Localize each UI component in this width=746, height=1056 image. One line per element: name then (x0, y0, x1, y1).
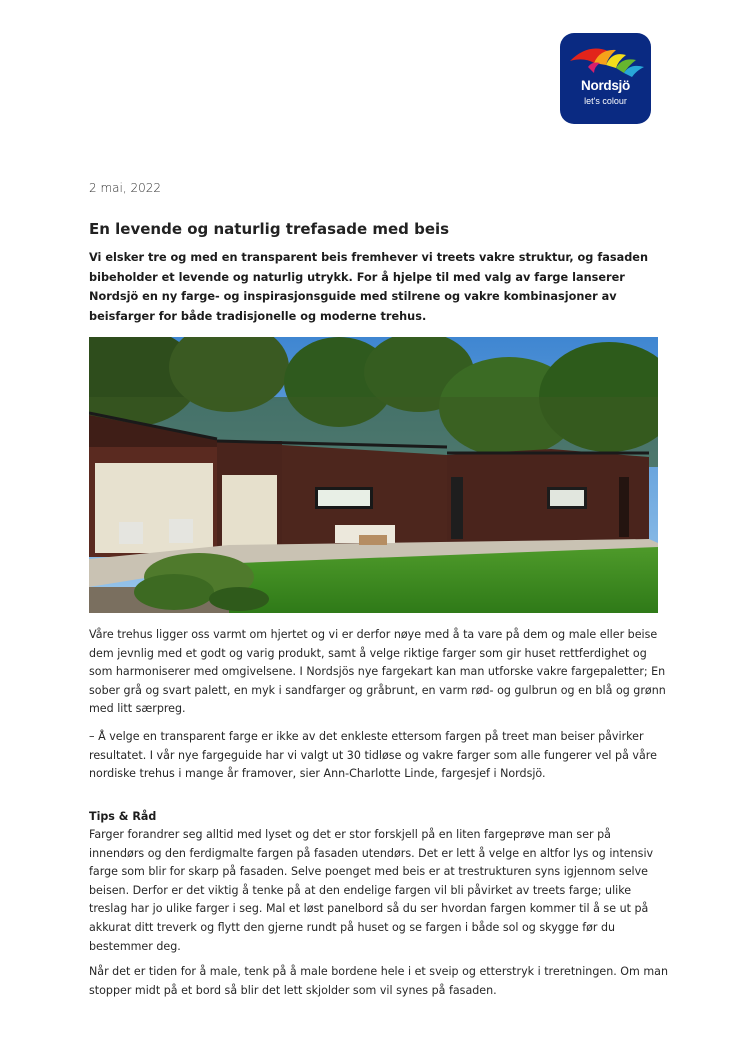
article-paragraph-2: – Å velge en transparent farge er ikke av det enkleste ettersom fargen på treet man beiser påvirker resultatet. I vår nye fargeguide har vi valgt ut 30 tidløse og vakre farger som alle fungerer vel på våre nordiske trehus i mange år framover, sier Ann-Charlotte Linde, fargesjef i Nordsjö. (89, 730, 657, 781)
nordsjo-logo (560, 33, 651, 124)
house-photo (89, 337, 658, 613)
tips-heading: Tips & Råd (89, 810, 157, 823)
article-lead: Vi elsker tre og med en transparent beis fremhever vi treets vakre struktur, og fasaden bibeholder et levende og naturlig utrykk. For å hjelpe til med valg av farge lanserer Nordsjö en ny farge- og inspirasjonsguide med stilrene og vakre kombinasjoner av beisfarger for både tradisjonelle og moderne trehus. (89, 251, 649, 323)
article-paragraph-1: Våre trehus ligger oss varmt om hjertet og vi er derfor nøye med å ta vare på dem og male eller beise dem jevnlig med et godt og varig produkt, samt å velge riktige farger som gir huset rettferdighet og som harmoniserer med omgivelsene. I Nordsjös nye fargekart kan man utforske vakre fargepaletter; En sober grå og svart palett, en myk i sandfarger og gråbrunt, en varm rød- og gulbrun og en blå og grønn med litt særpreg. (89, 628, 666, 716)
brand-wordmark: Nordsjö (581, 78, 630, 93)
article-paragraph-4: Når det er tiden for å male, tenk på å male bordene hele i et sveip og etterstryk i treretningen. Om man stopper midt på et bord så blir det lett skjolder som vil synes på fasaden. (89, 965, 668, 997)
publish-date: 2 mai, 2022 (89, 181, 161, 195)
article-paragraph-3: Farger forandrer seg alltid med lyset og det er stor forskjell på en liten fargeprøve man ser på innendørs og den ferdigmalte fargen på fasaden utendørs. Det er lett å velge en altfor lys og intensiv farge som blir for skarp på fasaden. Selve poenget med beis er at trestrukturen syns igjennom selve beisen. Derfor er det viktig å tenke på at den endelige fargen vil bli påvirket av treets farge; ulike treslag har jo ulike farger i seg. Mal et løst panelbord så du ser hvordan fargen kommer til å se ut på akkurat ditt treverk og flytt den gjerne rundt på huset og se fargen i både sol og skygge før du bestemmer deg. (89, 828, 654, 953)
brand-tagline: let's colour (584, 96, 627, 106)
wooden-house-image (89, 337, 658, 613)
article-title: En levende og naturlig trefasade med beis (89, 220, 450, 238)
